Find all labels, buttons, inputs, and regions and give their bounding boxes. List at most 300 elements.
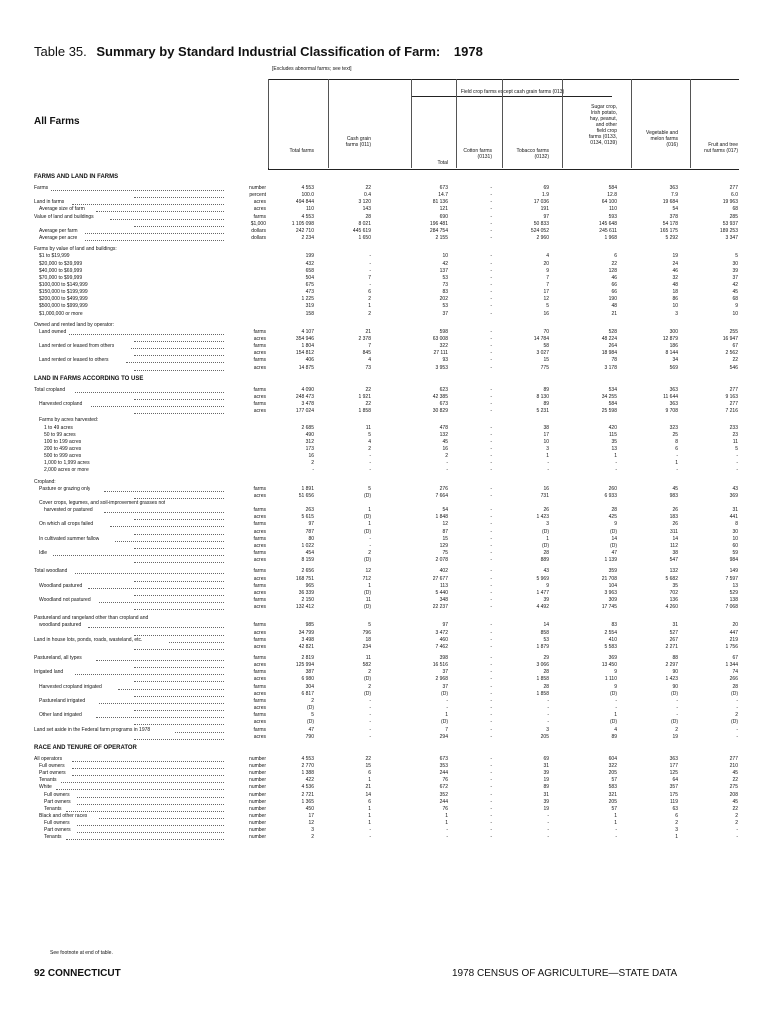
table-cell: 14 xyxy=(672,535,678,542)
table-cell: - xyxy=(490,834,492,841)
table-cell: - xyxy=(490,582,492,589)
column-separator xyxy=(268,79,269,168)
table-cell: 266 xyxy=(729,676,738,683)
row-label: Average per farm xyxy=(39,227,78,234)
table-cell: 3 066 xyxy=(536,662,549,669)
table-cell: 13 xyxy=(732,582,738,589)
table-cell: 985 xyxy=(305,622,314,629)
table-cell: 28 xyxy=(543,669,549,676)
table-cell: 149 xyxy=(729,568,738,575)
table-cell: 2 960 xyxy=(536,235,549,242)
table-cell: 89 xyxy=(543,386,549,393)
table-cell: 1 105 098 xyxy=(291,220,314,227)
table-cell: 138 xyxy=(729,596,738,603)
table-cell: 604 xyxy=(608,755,617,762)
table-cell: 208 xyxy=(729,791,738,798)
row-unit: acres xyxy=(253,206,266,213)
row-label: $40,000 to $69,999 xyxy=(39,267,83,274)
table-row xyxy=(34,311,740,318)
table-cell: 22 237 xyxy=(432,604,448,611)
row-unit: acres xyxy=(253,408,266,415)
table-cell: 4 553 xyxy=(301,213,314,220)
table-cell: - xyxy=(490,336,492,342)
table-cell: - xyxy=(490,662,492,669)
table-cell: 69 xyxy=(543,185,549,191)
table-cell: - xyxy=(490,274,492,281)
table-cell: 11 644 xyxy=(663,393,678,400)
table-cell: 73 xyxy=(442,281,448,288)
table-cell: 93 xyxy=(442,357,448,364)
table-cell: 31 xyxy=(543,791,549,798)
table-cell: 1 xyxy=(445,712,448,719)
table-cell: 790 xyxy=(305,733,314,740)
table-cell: 90 xyxy=(672,669,678,676)
table-cell: 1 xyxy=(445,820,448,827)
table-row xyxy=(34,453,740,460)
table-cell: 12 xyxy=(365,568,371,575)
table-cell: 47 xyxy=(308,726,314,733)
table-cell: 6.0 xyxy=(731,192,738,199)
table-cell: - xyxy=(369,453,371,460)
table-cell: (D) xyxy=(364,676,371,683)
table-cell: 19 684 xyxy=(662,199,678,206)
table-cell: - xyxy=(490,227,492,234)
row-unit: acres xyxy=(253,199,266,206)
row-unit: acres xyxy=(253,557,266,564)
table-cell: 311 xyxy=(670,528,678,535)
table-cell: 63 008 xyxy=(432,336,448,342)
table-cell: 97 xyxy=(308,521,314,528)
table-cell: - xyxy=(490,267,492,274)
row-label: Woodland not pastured xyxy=(39,596,91,603)
table-cell: 6 xyxy=(614,253,617,260)
table-cell: - xyxy=(490,683,492,690)
table-cell: - xyxy=(490,350,492,357)
table-cell: 2 xyxy=(368,669,371,676)
row-unit: farms xyxy=(253,386,266,393)
table-cell: 196 481 xyxy=(429,220,448,227)
table-cell: - xyxy=(490,636,492,643)
table-cell: 48 xyxy=(672,281,678,288)
table-cell: 4 260 xyxy=(665,604,678,611)
row-unit: farms xyxy=(253,550,266,557)
table-cell: 16 516 xyxy=(432,662,448,669)
row-unit: farms xyxy=(253,683,266,690)
table-row xyxy=(34,275,740,282)
table-cell: 7.9 xyxy=(671,192,678,199)
table-cell: 1 968 xyxy=(604,235,617,242)
table-cell: (D) xyxy=(364,492,371,499)
row-unit: acres xyxy=(253,719,266,726)
table-cell: 263 xyxy=(305,507,314,514)
table-cell: - xyxy=(490,364,492,371)
table-cell: 12 xyxy=(308,820,314,827)
table-row xyxy=(34,644,740,651)
table-cell: 27 111 xyxy=(433,350,448,357)
row-label: $1 to $19,999 xyxy=(39,253,70,260)
table-cell: 19 963 xyxy=(722,199,738,206)
table-cell: - xyxy=(446,467,448,474)
table-cell: 57 xyxy=(611,777,617,784)
table-cell: 402 xyxy=(439,568,448,575)
table-cell: - xyxy=(490,296,492,303)
row-label: Land rented or leased from others xyxy=(39,343,115,350)
table-cell: - xyxy=(490,445,492,452)
table-cell: 110 xyxy=(609,206,617,213)
table-cell: 1 xyxy=(614,820,617,827)
table-cell: 16 xyxy=(308,453,314,460)
table-cell: 4 090 xyxy=(301,386,314,393)
table-cell: - xyxy=(490,712,492,719)
table-number: Table 35. xyxy=(34,44,87,59)
leader-dots xyxy=(134,642,224,650)
table-cell: - xyxy=(676,705,678,712)
table-cell: 39 xyxy=(732,267,738,274)
row-unit: farms xyxy=(253,636,266,643)
table-cell: - xyxy=(490,669,492,676)
row-label: Woodland pastured xyxy=(39,582,83,589)
table-cell: 248 473 xyxy=(295,393,314,400)
table-cell: 9 xyxy=(614,683,617,690)
table-cell: - xyxy=(490,719,492,726)
table-cell: - xyxy=(490,438,492,445)
table-cell: 1 423 xyxy=(665,676,678,683)
table-row xyxy=(34,557,740,564)
table-cell: 90 xyxy=(672,683,678,690)
column-header: Sugar crop, Irish potato, hay, peanut, and other field crop farms (0133, 0134, 0139) xyxy=(588,104,617,146)
table-cell: 53 937 xyxy=(722,220,738,227)
table-cell: 1 848 xyxy=(435,514,448,521)
table-cell: - xyxy=(369,697,371,704)
table-cell: 490 xyxy=(305,431,314,438)
table-cell: 210 xyxy=(729,762,738,769)
table-cell: - xyxy=(490,604,492,611)
table-cell: 5 xyxy=(311,712,314,719)
table-cell: 1 110 xyxy=(604,676,617,683)
table-cell: - xyxy=(369,460,371,467)
column-separator xyxy=(562,79,563,168)
table-cell: - xyxy=(490,303,492,310)
table-cell: 45 xyxy=(672,485,678,492)
table-cell: 45 xyxy=(732,770,738,777)
table-cell: 319 xyxy=(305,303,314,310)
leader-dots xyxy=(134,363,224,371)
table-cell: 357 xyxy=(669,784,678,791)
table-cell: 83 xyxy=(442,289,448,296)
table-cell: 14 784 xyxy=(533,336,549,342)
table-cell: - xyxy=(490,535,492,542)
leader-dots xyxy=(66,832,224,840)
table-cell: 9 xyxy=(614,521,617,528)
table-row xyxy=(34,253,740,260)
table-cell: 17 xyxy=(543,431,549,438)
table-cell: 5 xyxy=(735,445,738,452)
table-cell: 110 xyxy=(306,206,314,213)
table-cell: 348 xyxy=(439,596,448,603)
table-cell: 11 xyxy=(732,438,738,445)
table-cell: 1 858 xyxy=(358,408,371,415)
table-cell: - xyxy=(490,733,492,740)
table-cell: 2 271 xyxy=(665,643,678,650)
table-cell: 527 xyxy=(669,629,678,636)
table-cell: 19 xyxy=(672,733,678,740)
row-unit: farms xyxy=(253,357,266,364)
table-cell: 205 xyxy=(540,733,549,740)
row-label: All operators xyxy=(34,755,63,762)
table-cell: 473 xyxy=(305,289,314,296)
table-cell: 19 xyxy=(543,777,549,784)
table-cell: 74 xyxy=(732,669,738,676)
table-cell: 2 378 xyxy=(358,336,371,342)
table-cell: - xyxy=(490,777,492,784)
table-cell: 2 150 xyxy=(301,596,314,603)
table-cell: 255 xyxy=(729,328,738,335)
table-note: [Excludes abnormal farms; see text] xyxy=(272,66,352,72)
table-cell: 219 xyxy=(729,636,738,643)
footnote: See footnote at end of table. xyxy=(50,950,113,956)
table-cell: 359 xyxy=(608,568,617,575)
table-cell: 76 xyxy=(442,777,448,784)
table-cell: 16 xyxy=(543,310,549,317)
row-label: White xyxy=(39,784,52,791)
table-row xyxy=(34,630,740,637)
column-separator xyxy=(456,79,457,168)
table-cell: 425 xyxy=(608,514,617,521)
table-cell: 323 xyxy=(669,424,678,431)
table-cell: 68 xyxy=(732,206,738,213)
table-cell: 78 xyxy=(611,357,617,364)
table-cell: - xyxy=(615,460,617,467)
table-cell: - xyxy=(736,733,738,740)
table-cell: 285 xyxy=(729,213,738,220)
table-cell: 984 xyxy=(729,557,738,564)
table-cell: 16 xyxy=(543,485,549,492)
table-cell: - xyxy=(490,557,492,564)
table-cell: - xyxy=(490,343,492,350)
table-cell: 4 xyxy=(368,357,371,364)
table-cell: (D) xyxy=(441,719,448,726)
row-unit: number xyxy=(249,770,266,777)
table-cell: 25 xyxy=(672,431,678,438)
table-cell: - xyxy=(547,705,549,712)
table-title-text: Summary by Standard Industrial Classification of Farm: xyxy=(96,44,441,59)
table-cell: 42 xyxy=(732,281,738,288)
table-cell: 15 xyxy=(365,762,371,769)
table-cell: 137 xyxy=(439,267,448,274)
table-cell: 6 933 xyxy=(604,492,617,499)
table-cell: 2 554 xyxy=(604,629,617,636)
column-separator xyxy=(502,79,503,168)
row-unit: farms xyxy=(253,343,266,350)
table-cell: 64 xyxy=(672,777,678,784)
table-cell: 363 xyxy=(669,401,678,408)
table-cell: 7 068 xyxy=(725,604,738,611)
table-cell: 22 xyxy=(365,185,371,191)
table-cell: 26 xyxy=(672,521,678,528)
table-cell: 12.8 xyxy=(607,192,617,199)
table-cell: 25 598 xyxy=(601,408,617,415)
table-cell: 4 536 xyxy=(301,784,314,791)
table-cell: 17 xyxy=(308,813,314,819)
table-cell: 18 984 xyxy=(601,350,617,357)
table-cell: 5 231 xyxy=(536,408,549,415)
table-cell: 352 xyxy=(439,791,448,798)
table-cell: 69 xyxy=(543,755,549,762)
table-cell: - xyxy=(490,820,492,827)
table-cell: 1 xyxy=(368,813,371,819)
table-cell: - xyxy=(547,460,549,467)
table-cell: 7 597 xyxy=(725,575,738,582)
table-cell: 4 553 xyxy=(301,185,314,191)
table-cell: 546 xyxy=(729,364,738,371)
table-cell: 534 xyxy=(608,386,617,393)
table-cell: 19 xyxy=(672,253,678,260)
table-cell: 398 xyxy=(439,655,448,661)
row-unit: farms xyxy=(253,521,266,528)
table-cell: - xyxy=(446,705,448,712)
table-cell: 121 xyxy=(439,206,448,213)
table-cell: - xyxy=(615,834,617,841)
table-cell: 1 423 xyxy=(536,514,549,521)
row-unit: acres xyxy=(253,575,266,582)
table-cell: - xyxy=(676,697,678,704)
table-cell: 6 xyxy=(368,770,371,777)
table-cell: 3 xyxy=(546,445,549,452)
spanner-heading: Field crop farms except cash grain farms (013) xyxy=(460,89,565,95)
table-cell: - xyxy=(369,834,371,841)
table-cell: 1.9 xyxy=(542,192,549,199)
row-unit: farms xyxy=(253,622,266,629)
table-cell: 183 xyxy=(669,514,678,521)
column-separator xyxy=(328,79,329,168)
table-cell: 6 980 xyxy=(301,676,314,683)
table-cell: - xyxy=(490,206,492,213)
table-cell: 205 xyxy=(608,798,617,805)
table-cell: - xyxy=(547,719,549,726)
spanner-rule xyxy=(411,96,612,97)
table-title xyxy=(34,44,483,59)
row-unit: farms xyxy=(253,669,266,676)
table-cell: 20 xyxy=(543,260,549,267)
row-label: Value of land and buildings xyxy=(34,213,94,220)
table-cell: 34 799 xyxy=(298,629,314,636)
table-cell: 2 721 xyxy=(301,791,314,798)
table-cell: 14 xyxy=(543,622,549,629)
table-cell: 422 xyxy=(305,777,314,784)
row-unit: farms xyxy=(253,655,266,661)
table-cell: - xyxy=(490,485,492,492)
table-cell: 199 xyxy=(305,253,314,260)
table-cell: 6 xyxy=(368,798,371,805)
table-cell: 7 216 xyxy=(725,408,738,415)
table-cell: 37 xyxy=(732,274,738,281)
table-cell: - xyxy=(615,697,617,704)
table-cell: 712 xyxy=(362,575,371,582)
row-unit: acres xyxy=(253,514,266,521)
table-cell: 1 921 xyxy=(358,393,371,400)
row-unit: acres xyxy=(253,350,266,357)
row-label: Farms xyxy=(34,185,49,191)
table-cell: 1 650 xyxy=(358,235,371,242)
table-cell: - xyxy=(446,697,448,704)
table-cell: (D) xyxy=(364,690,371,697)
table-cell: 702 xyxy=(669,589,678,596)
table-cell: (D) xyxy=(441,690,448,697)
table-cell: 983 xyxy=(669,492,678,499)
row-unit: acres xyxy=(253,705,266,712)
table-cell: 24 xyxy=(672,260,678,267)
table-cell: 8 159 xyxy=(301,557,314,564)
row-unit: acres xyxy=(253,364,266,371)
table-cell: 26 xyxy=(543,507,549,514)
row-unit: farms xyxy=(253,401,266,408)
row-unit: farms xyxy=(253,328,266,335)
table-cell: 46 xyxy=(611,274,617,281)
table-cell: 675 xyxy=(305,281,314,288)
table-cell: 690 xyxy=(439,213,448,220)
table-cell: 1 858 xyxy=(536,690,549,697)
table-cell: 27 677 xyxy=(432,575,448,582)
table-cell: 128 xyxy=(608,267,617,274)
table-cell: 494 844 xyxy=(295,199,314,206)
table-row xyxy=(34,439,740,446)
table-cell: 75 xyxy=(442,550,448,557)
table-cell: 1 xyxy=(368,820,371,827)
row-unit: farms xyxy=(253,726,266,733)
row-label: 2,000 acres or more xyxy=(44,467,89,474)
row-unit: farms xyxy=(253,568,266,575)
table-cell: 2 234 xyxy=(301,235,314,242)
table-cell: 45 xyxy=(732,289,738,296)
table-cell: 22 xyxy=(365,386,371,393)
leader-dots xyxy=(85,233,224,241)
table-cell: 294 xyxy=(439,733,448,740)
table-cell: 2 xyxy=(735,813,738,819)
table-cell: - xyxy=(490,589,492,596)
table-cell: 31 xyxy=(672,622,678,629)
table-cell: 2 xyxy=(735,820,738,827)
table-cell: 2 xyxy=(368,550,371,557)
table-cell: 2 xyxy=(675,726,678,733)
table-cell: 53 xyxy=(442,303,448,310)
table-cell: 21 xyxy=(365,328,371,335)
table-cell: 39 xyxy=(543,770,549,777)
table-cell: 582 xyxy=(362,662,371,669)
table-cell: 42 821 xyxy=(298,643,314,650)
table-cell: 191 xyxy=(540,206,549,213)
table-cell: - xyxy=(490,550,492,557)
table-cell: 3 xyxy=(675,310,678,317)
table-cell: 9 xyxy=(735,303,738,310)
table-cell: 63 xyxy=(672,805,678,812)
row-label: Black and other races xyxy=(39,813,88,819)
table-cell: 54 xyxy=(672,206,678,213)
table-cell: - xyxy=(369,827,371,834)
table-cell: 14.7 xyxy=(438,192,448,199)
table-cell: - xyxy=(736,460,738,467)
table-cell: 363 xyxy=(669,386,678,393)
table-cell: 354 946 xyxy=(295,336,314,342)
table-cell: - xyxy=(490,401,492,408)
row-label: Farms by acres harvested: xyxy=(39,417,99,424)
row-label: Owned and rented land by operator: xyxy=(34,321,115,328)
table-cell: - xyxy=(736,834,738,841)
column-header: Total xyxy=(437,160,448,166)
table-cell: 97 xyxy=(543,213,549,220)
table-cell: 277 xyxy=(729,185,738,191)
table-cell: - xyxy=(490,289,492,296)
stub-heading: All Farms xyxy=(34,116,80,127)
